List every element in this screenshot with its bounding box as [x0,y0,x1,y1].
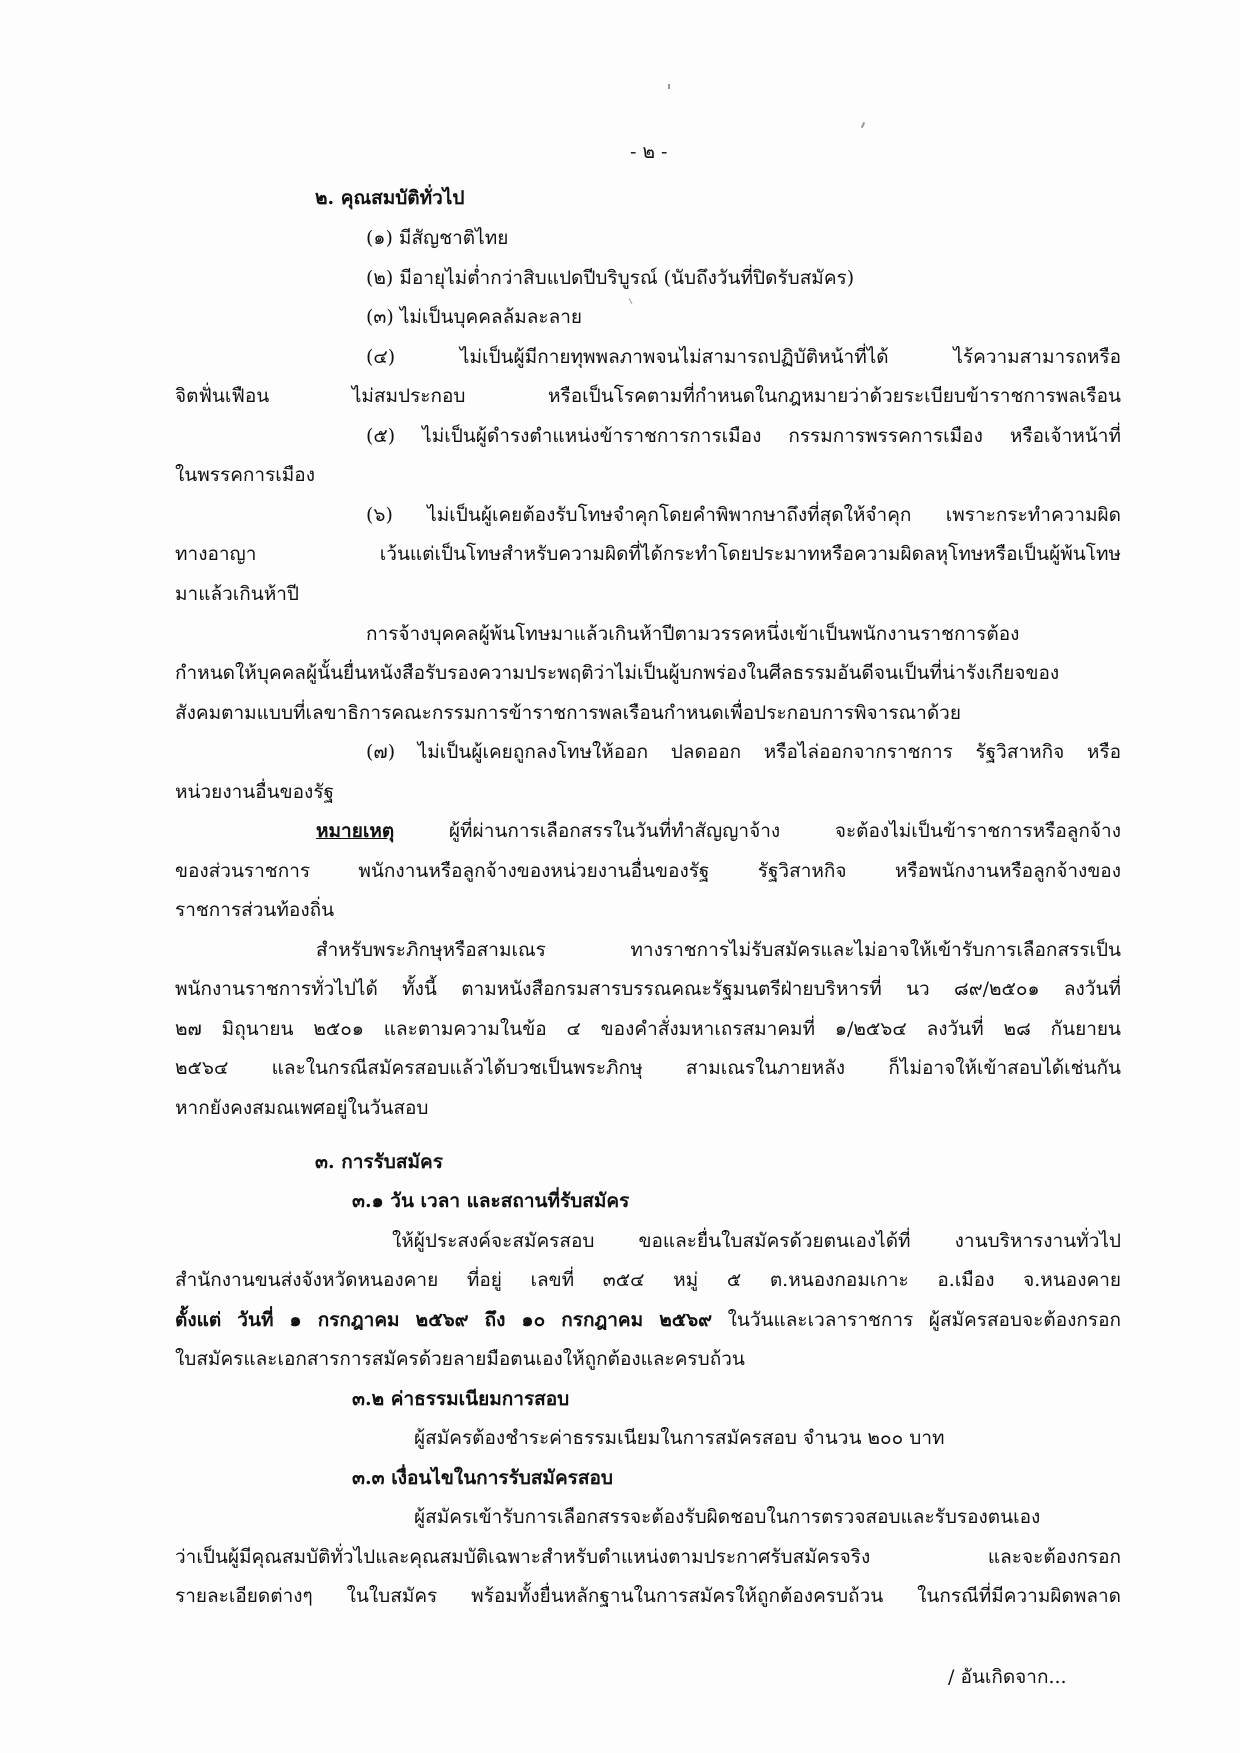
qualification-item: (๔) ไม่เป็นผู้มีกายทุพพลภาพจนไม่สามารถปฏิบัติหน้าที่ได้ ไร้ความสามารถหรือ [366,346,1121,368]
monk-paragraph-line: ๒๕๖๔ และในกรณีสมัครสอบแล้วได้บวชเป็นพระภิกษุ สามเณรในภายหลัง ก็ไม่อาจให้เข้าสอบได้เช่นกัน [175,1057,1121,1079]
qualification-item: กำหนดให้บุคคลผู้นั้นยื่นหนังสือรับรองความประพฤติว่าไม่เป็นผู้บกพร่องในศีลธรรมอันดีจนเป็นที่น่ารังเกียจของ [175,662,1060,684]
note-line: ของส่วนราชการ พนักงานหรือลูกจ้างของหน่วยงานอื่นของรัฐ รัฐวิสาหกิจ หรือพนักงานหรือลูกจ้างของ [175,860,1121,882]
monk-paragraph-line: สำหรับพระภิกษุหรือสามเณร ทางราชการไม่รับสมัครและไม่อาจให้เข้ารับการเลือกสรรเป็น [316,939,1121,961]
qualification-item: ในพรรคการเมือง [175,464,315,486]
qualification-item: มาแล้วเกินห้าปี [175,583,299,605]
subsection-heading: ๓.๒ ค่าธรรมเนียมการสอบ [352,1388,570,1410]
qualification-item: (๗) ไม่เป็นผู้เคยถูกลงโทษให้ออก ปลดออก หรือไล่ออกจากราชการ รัฐวิสาหกิจ หรือ [366,741,1122,763]
scan-speck [629,298,633,304]
qualification-item: (๒) มีอายุไม่ต่ำกว่าสิบแปดปีบริบูรณ์ (นับถึงวันที่ปิดรับสมัคร) [366,267,855,289]
scan-speck [861,122,865,128]
subsection-heading: ๓.๓ เงื่อนไขในการรับสมัครสอบ [352,1467,613,1489]
application-line: สำนักงานขนส่งจังหวัดหนองคาย ที่อยู่ เลขที่ ๓๕๔ หมู่ ๕ ต.หนองกอมเกาะ อ.เมือง จ.หนองคาย [175,1269,1121,1291]
note-label: หมายเหตุ [316,820,395,842]
qualification-item: (๖) ไม่เป็นผู้เคยต้องรับโทษจำคุกโดยคำพิพากษาถึงที่สุดให้จำคุก เพราะกระทำความผิด [366,504,1121,526]
note-text: ผู้ที่ผ่านการเลือกสรรในวันที่ทำสัญญาจ้าง จะต้องไม่เป็นข้าราชการหรือลูกจ้าง [394,820,1121,842]
page-number: - ๒ - [630,141,668,163]
qualification-item: จิตฟั่นเฟือน ไม่สมประกอบ หรือเป็นโรคตามที่กำหนดในกฎหมายว่าด้วยระเบียบข้าราชการพลเรือน [175,385,1121,407]
monk-paragraph-line: หากยังคงสมณเพศอยู่ในวันสอบ [175,1097,429,1119]
section-heading-qualifications: ๒. คุณสมบัติทั่วไป [315,187,465,209]
condition-line: ผู้สมัครเข้ารับการเลือกสรรจะต้องรับผิดชอบในการตรวจสอบและรับรองตนเอง [414,1506,1041,1528]
section-heading-application: ๓. การรับสมัคร [315,1151,443,1173]
qualification-item: ทางอาญา เว้นแต่เป็นโทษสำหรับความผิดที่ได้กระทำโดยประมาทหรือความผิดลหุโทษหรือเป็นผู้พ้นโทษ [175,543,1121,565]
qualification-item: (๕) ไม่เป็นผู้ดำรงตำแหน่งข้าราชการการเมือง กรรมการพรรคการเมือง หรือเจ้าหน้าที่ [366,425,1121,447]
note-line [316,819,1121,843]
qualification-item: การจ้างบุคคลผู้พ้นโทษมาแล้วเกินห้าปีตามวรรคหนึ่งเข้าเป็นพนักงานราชการต้อง [366,623,1020,645]
monk-paragraph-line: ๒๗ มิถุนายน ๒๕๐๑ และตามความในข้อ ๔ ของคำสั่งมหาเถรสมาคมที่ ๑/๒๕๖๔ ลงวันที่ ๒๘ กันยายน [175,1018,1121,1040]
fee-line: ผู้สมัครต้องชำระค่าธรรมเนียมในการสมัครสอบ จำนวน ๒๐๐ บาท [414,1427,945,1449]
condition-line: รายละเอียดต่างๆ ในใบสมัคร พร้อมทั้งยื่นหลักฐานในการสมัครให้ถูกต้องครบถ้วน ในกรณีที่มีความผิดพลาด [175,1585,1121,1607]
application-line: ใบสมัครและเอกสารการสมัครด้วยลายมือตนเองให้ถูกต้องและครบถ้วน [175,1348,745,1370]
qualification-item: (๑) มีสัญชาติไทย [366,227,509,249]
application-date-rest: ในวันและเวลาราชการ ผู้สมัครสอบจะต้องกรอก [712,1309,1122,1331]
qualification-item: สังคมตามแบบที่เลขาธิการคณะกรรมการข้าราชการพลเรือนกำหนดเพื่อประกอบการพิจารณาด้วย [175,702,961,724]
application-date: ตั้งแต่ วันที่ ๑ กรกฎาคม ๒๕๖๙ ถึง ๑๐ กรกฎาคม ๒๕๖๙ [175,1309,713,1331]
application-date-line [175,1308,1121,1332]
qualification-item: (๓) ไม่เป็นบุคคลล้มละลาย [366,306,583,328]
note-line: ราชการส่วนท้องถิ่น [175,899,335,921]
footer-continuation: / อันเกิดจาก... [948,1666,1067,1688]
application-line: ให้ผู้ประสงค์จะสมัครสอบ ขอและยื่นใบสมัครด้วยตนเองได้ที่ งานบริหารงานทั่วไป [392,1230,1121,1252]
scan-speck [668,84,670,89]
condition-line: ว่าเป็นผู้มีคุณสมบัติทั่วไปและคุณสมบัติเฉพาะสำหรับตำแหน่งตามประกาศรับสมัครจริง และจะต้องกรอก [175,1546,1121,1568]
qualification-item: หน่วยงานอื่นของรัฐ [175,781,335,803]
monk-paragraph-line: พนักงานราชการทั่วไปได้ ทั้งนี้ ตามหนังสือกรมสารบรรณคณะรัฐมนตรีฝ่ายบริหารที่ นว ๘๙/๒๕๐๑ ลงวันที่ [175,978,1121,1000]
subsection-heading: ๓.๑ วัน เวลา และสถานที่รับสมัคร [352,1190,630,1212]
